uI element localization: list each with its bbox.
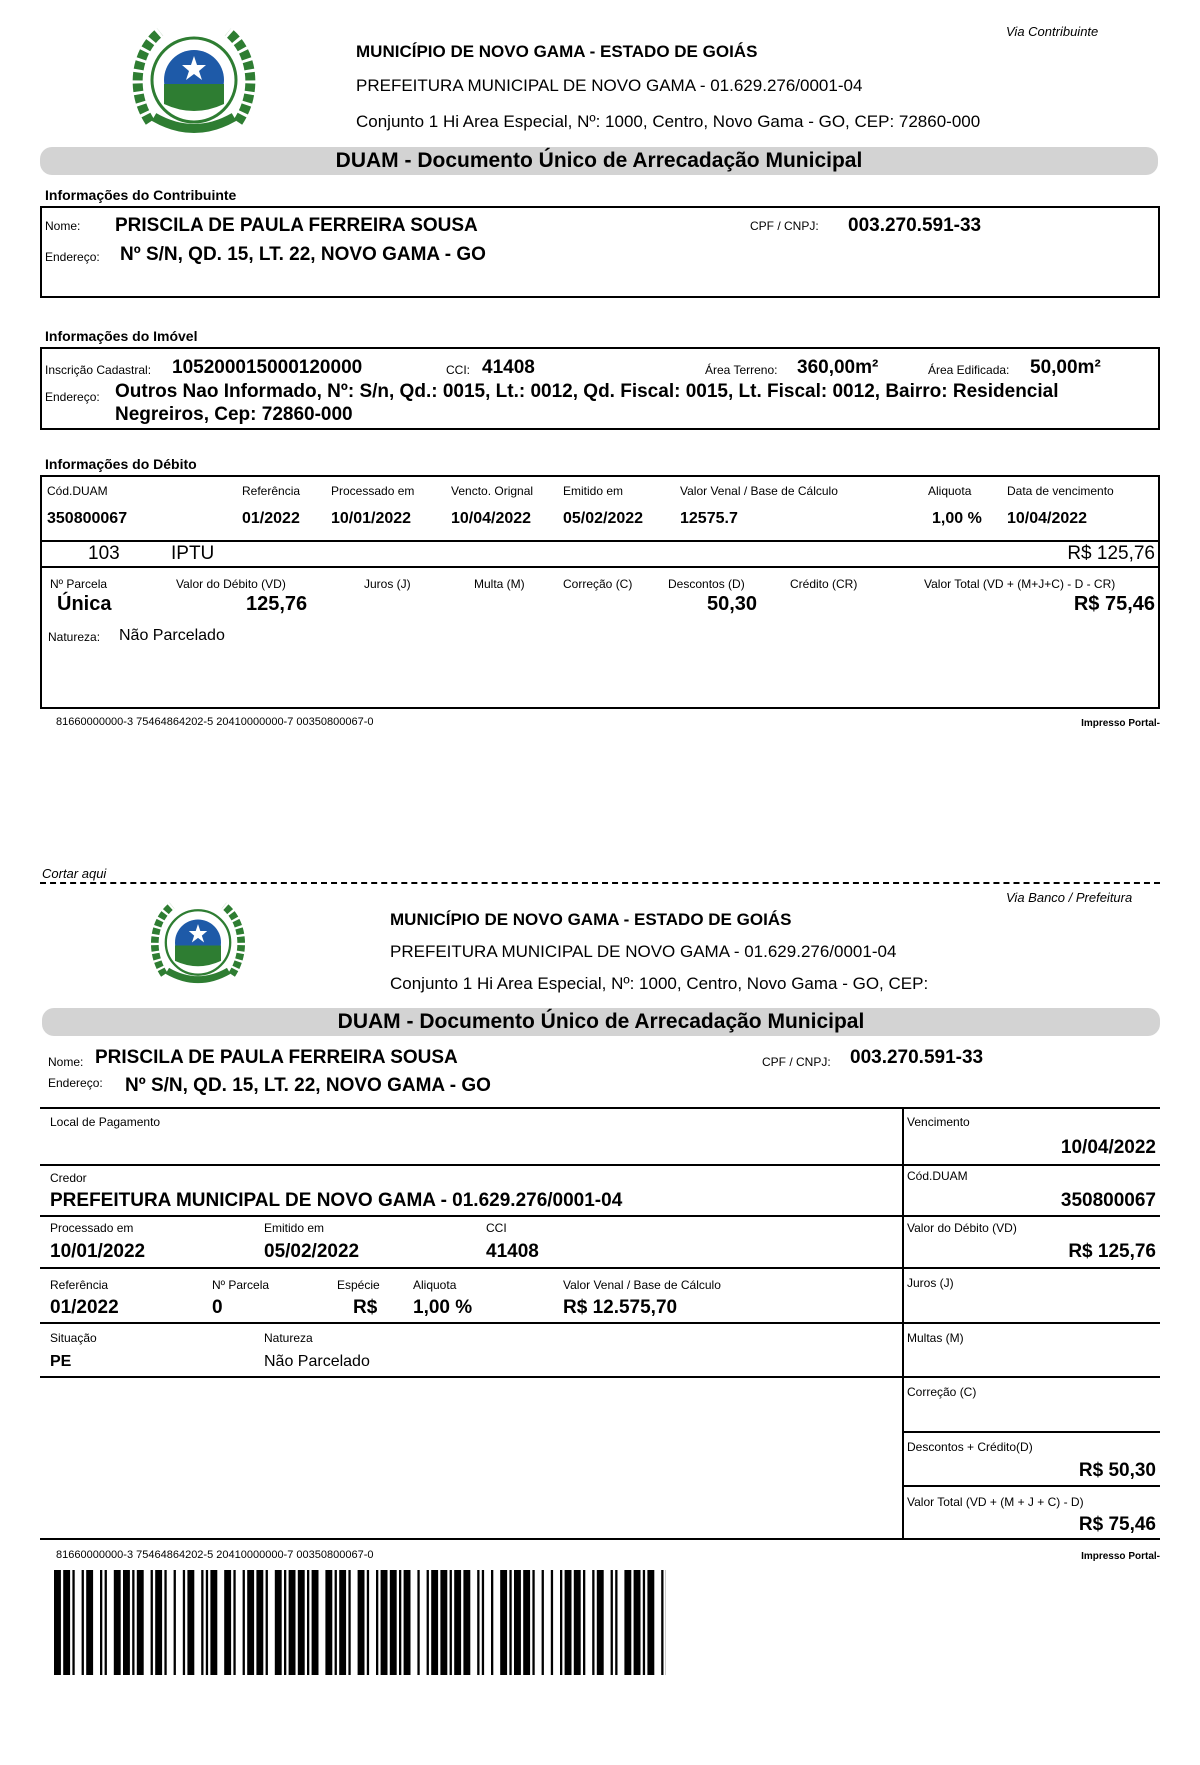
barcode-bar	[440, 1570, 447, 1675]
tributo-code: 103	[88, 543, 120, 564]
parcela-header: Crédito (CR)	[790, 577, 858, 591]
valor-debito-value: 125,76	[246, 593, 308, 615]
barcode-bar	[256, 1570, 263, 1675]
natureza-label: Natureza	[264, 1331, 313, 1345]
barcode-bar	[243, 1570, 245, 1675]
cci-value: 41408	[482, 357, 535, 378]
debito-value: 12575.7	[680, 510, 738, 527]
imovel-endereco-line1: Outros Nao Informado, Nº: S/n, Qd.: 0015, Lt.: 0012, Qd. Fiscal: 0015, Lt. Fiscal: 0012, Bairro: Residencial	[115, 381, 1059, 402]
parcela-header: Valor Total (VD + (M+J+C) - D - CR)	[924, 577, 1116, 591]
barcode-bar	[417, 1570, 419, 1675]
header-address: Conjunto 1 Hi Area Especial, Nº: 1000, Centro, Novo Gama - GO, CEP:	[390, 974, 929, 993]
barcode-bar	[298, 1570, 305, 1675]
endereco-value: Nº S/N, QD. 15, LT. 22, NOVO GAMA - GO	[120, 244, 486, 265]
debito-value: 10/01/2022	[331, 510, 412, 527]
impresso-label: Impresso Portal-	[1081, 718, 1160, 729]
local-pagamento-label: Local de Pagamento	[50, 1115, 161, 1129]
grid-line	[903, 1431, 1160, 1433]
debito-divider-1	[40, 540, 1160, 542]
barcode-bar	[86, 1570, 93, 1675]
barcode-bar	[399, 1570, 401, 1675]
debito-value: 01/2022	[242, 510, 300, 527]
cci-label: CCI	[486, 1221, 507, 1235]
header-prefeitura: PREFEITURA MUNICIPAL DE NOVO GAMA - 01.629.276/0001-04	[356, 76, 863, 95]
section-imovel: Informações do Imóvel	[45, 328, 198, 344]
barcode-bar	[404, 1570, 411, 1675]
inscricao-label: Inscrição Cadastral:	[45, 363, 152, 377]
aliquota-label: Aliquota	[413, 1278, 457, 1292]
linha-digitavel: 81660000000-3 75464864202-5 20410000000-7 00350800067-0	[56, 716, 374, 728]
cod-duam-value: 350800067	[1060, 1190, 1156, 1211]
barcode-bar	[123, 1570, 130, 1675]
barcode-bar	[376, 1570, 378, 1675]
natureza-value: Não Parcelado	[264, 1353, 370, 1370]
barcode-bar	[284, 1570, 286, 1675]
processado-value: 10/01/2022	[50, 1241, 146, 1262]
barcode-bar	[307, 1570, 309, 1675]
multas-label: Multas (M)	[907, 1331, 964, 1345]
barcode-bar	[454, 1570, 461, 1675]
debito-header: Referência	[242, 484, 301, 498]
correcao-label: Correção (C)	[907, 1385, 977, 1399]
vencimento-value: 10/04/2022	[1060, 1137, 1156, 1158]
area-terreno-label: Área Terreno:	[705, 363, 778, 377]
barcode	[54, 1570, 670, 1675]
parcela-header: Juros (J)	[364, 577, 411, 591]
barcode-bar	[137, 1570, 144, 1675]
barcode-bar	[509, 1570, 511, 1675]
barcode-bar	[597, 1570, 604, 1675]
barcode-bar	[634, 1570, 641, 1675]
barcode-bar	[100, 1570, 102, 1675]
coat-of-arms-logo	[148, 898, 248, 990]
barcode-bar	[551, 1570, 553, 1675]
parcela-header: Correção (C)	[563, 577, 633, 591]
header-prefeitura: PREFEITURA MUNICIPAL DE NOVO GAMA - 01.629.276/0001-04	[390, 942, 897, 961]
barcode-bar	[491, 1570, 493, 1675]
cpf-value: 003.270.591-33	[848, 215, 982, 236]
barcode-bar	[500, 1570, 507, 1675]
barcode-bar	[187, 1570, 194, 1675]
barcode-bar	[325, 1570, 332, 1675]
barcode-bar	[463, 1570, 470, 1675]
debito-header: Processado em	[331, 484, 415, 498]
debito-header: Data de vencimento	[1007, 484, 1114, 498]
barcode-bar	[206, 1570, 208, 1675]
barcode-bar	[105, 1570, 107, 1675]
barcode-bar	[335, 1570, 337, 1675]
valor-debito-label: Valor do Débito (VD)	[907, 1221, 1017, 1235]
grid-line	[40, 1538, 1160, 1540]
barcode-bar	[477, 1570, 479, 1675]
credor-label: Credor	[50, 1171, 87, 1185]
valor-debito-value: R$ 125,76	[1068, 1241, 1156, 1262]
duam-banner: DUAM - Documento Único de Arrecadação Municipal	[42, 1008, 1160, 1036]
barcode-bar	[82, 1570, 84, 1675]
grid-line	[40, 1322, 1160, 1324]
debito-value: 05/02/2022	[563, 510, 644, 527]
barcode-bar	[358, 1570, 365, 1675]
cortar-label: Cortar aqui	[42, 866, 107, 881]
parcela-label: Nº Parcela	[212, 1278, 270, 1292]
nome-label: Nome:	[45, 219, 81, 233]
debito-header: Vencto. Orignal	[451, 484, 534, 498]
grid-line	[40, 1376, 1160, 1378]
barcode-bar	[431, 1570, 438, 1675]
barcode-bar	[63, 1570, 70, 1675]
barcode-bar	[233, 1570, 235, 1675]
area-terreno-value: 360,00m²	[797, 357, 879, 378]
valor-venal-label: Valor Venal / Base de Cálculo	[563, 1278, 721, 1292]
grid-line	[40, 1107, 1160, 1109]
barcode-bar	[72, 1570, 74, 1675]
barcode-bar	[583, 1570, 585, 1675]
duam-banner: DUAM - Documento Único de Arrecadação Municipal	[40, 147, 1158, 175]
emitido-label: Emitido em	[264, 1221, 325, 1235]
via-contribuinte-label: Via Contribuinte	[1006, 24, 1099, 39]
descontos-value: 50,30	[707, 593, 758, 615]
especie-label: Espécie	[337, 1278, 380, 1292]
linha-digitavel: 81660000000-3 75464864202-5 20410000000-7 00350800067-0	[56, 1549, 374, 1561]
barcode-bar	[643, 1570, 645, 1675]
grid-line	[40, 1215, 1160, 1217]
debito-value: 1,00 %	[932, 510, 982, 527]
cpf-value: 003.270.591-33	[850, 1047, 984, 1068]
natureza-value: Não Parcelado	[119, 627, 225, 644]
barcode-bar	[312, 1570, 319, 1675]
debito-header: Cód.DUAM	[47, 484, 108, 498]
barcode-bar	[247, 1570, 254, 1675]
nome-value: PRISCILA DE PAULA FERREIRA SOUSA	[95, 1047, 458, 1068]
referencia-value: 01/2022	[50, 1297, 119, 1318]
imovel-endereco-line2: Negreiros, Cep: 72860-000	[115, 404, 353, 425]
vencimento-label: Vencimento	[907, 1115, 970, 1129]
barcode-bar	[390, 1570, 397, 1675]
endereco-value: Nº S/N, QD. 15, LT. 22, NOVO GAMA - GO	[125, 1075, 491, 1096]
grid-line	[903, 1485, 1160, 1487]
barcode-bar	[114, 1570, 121, 1675]
cod-duam-label: Cód.DUAM	[907, 1169, 968, 1183]
parcela-header: Nº Parcela	[50, 577, 108, 591]
barcode-bar	[514, 1570, 521, 1675]
especie-value: R$	[353, 1297, 378, 1318]
grid-vline	[902, 1107, 904, 1538]
valor-total-value: R$ 75,46	[1073, 593, 1155, 615]
barcode-bar	[201, 1570, 203, 1675]
nome-label: Nome:	[48, 1055, 84, 1069]
grid-line	[40, 1267, 1160, 1269]
coat-of-arms-logo	[130, 22, 258, 142]
via-banco-label: Via Banco / Prefeitura	[1006, 890, 1133, 905]
valor-total-value: R$ 75,46	[1078, 1514, 1156, 1535]
valor-venal-value: R$ 12.575,70	[563, 1297, 678, 1318]
situacao-value: PE	[50, 1353, 72, 1370]
imovel-endereco-label: Endereço:	[45, 390, 100, 404]
barcode-bar	[275, 1570, 282, 1675]
header-title: MUNICÍPIO DE NOVO GAMA - ESTADO DE GOIÁS	[390, 910, 792, 929]
area-edificada-value: 50,00m²	[1030, 357, 1101, 378]
barcode-bar	[532, 1570, 534, 1675]
debito-value: 10/04/2022	[1007, 510, 1088, 527]
barcode-bar	[611, 1570, 613, 1675]
emitido-value: 05/02/2022	[264, 1241, 360, 1262]
situacao-label: Situação	[50, 1331, 97, 1345]
debito-header: Valor Venal / Base de Cálculo	[680, 484, 838, 498]
barcode-bar	[155, 1570, 162, 1675]
header-title: MUNICÍPIO DE NOVO GAMA - ESTADO DE GOIÁS	[356, 42, 758, 61]
barcode-bar	[615, 1570, 617, 1675]
barcode-bar	[574, 1570, 581, 1675]
nome-value: PRISCILA DE PAULA FERREIRA SOUSA	[115, 215, 478, 236]
barcode-bar	[560, 1570, 562, 1675]
barcode-bar	[482, 1570, 484, 1675]
grid-line	[40, 1164, 1160, 1166]
debito-header: Aliquota	[928, 484, 972, 498]
barcode-bar	[450, 1570, 452, 1675]
barcode-bar	[523, 1570, 530, 1675]
debito-header: Emitido em	[563, 484, 624, 498]
processado-label: Processado em	[50, 1221, 134, 1235]
barcode-bar	[339, 1570, 346, 1675]
barcode-bar	[592, 1570, 594, 1675]
valor-total-label: Valor Total (VD + (M + J + C) - D)	[907, 1495, 1084, 1509]
section-contribuinte: Informações do Contribuinte	[45, 187, 237, 203]
barcode-bar	[542, 1570, 544, 1675]
parcela-value: 0	[212, 1297, 223, 1318]
barcode-bar	[367, 1570, 369, 1675]
debito-divider-2	[40, 566, 1160, 568]
parcela-header: Multa (M)	[474, 577, 525, 591]
parcela-header: Descontos (D)	[668, 577, 745, 591]
barcode-bar	[289, 1570, 296, 1675]
barcode-bar	[565, 1570, 572, 1675]
barcode-bar	[624, 1570, 631, 1675]
header-address: Conjunto 1 Hi Area Especial, Nº: 1000, Centro, Novo Gama - GO, CEP: 72860-000	[356, 112, 981, 131]
barcode-bar	[381, 1570, 388, 1675]
barcode-bar	[174, 1570, 176, 1675]
cpf-label: CPF / CNPJ:	[762, 1055, 831, 1069]
natureza-label: Natureza:	[48, 630, 101, 644]
barcode-bar	[132, 1570, 134, 1675]
referencia-label: Referência	[50, 1278, 109, 1292]
cci-value: 41408	[486, 1241, 539, 1262]
parcela-value: Única	[57, 593, 112, 615]
descontos-label: Descontos + Crédito(D)	[907, 1440, 1033, 1454]
area-edificada-label: Área Edificada:	[928, 363, 1010, 377]
cpf-label: CPF / CNPJ:	[750, 219, 819, 233]
parcela-header: Valor do Débito (VD)	[176, 577, 286, 591]
cci-label: CCI:	[446, 363, 470, 377]
section-debito: Informações do Débito	[45, 456, 197, 472]
cut-line	[40, 882, 1160, 884]
barcode-bar	[210, 1570, 217, 1675]
tributo-name: IPTU	[171, 543, 215, 564]
barcode-bar	[164, 1570, 166, 1675]
debito-value: 10/04/2022	[451, 510, 532, 527]
barcode-bar	[348, 1570, 350, 1675]
tributo-valor: R$ 125,76	[1067, 543, 1155, 564]
barcode-bar	[647, 1570, 654, 1675]
debito-value: 350800067	[47, 510, 128, 527]
barcode-bar	[224, 1570, 231, 1675]
barcode-bar	[661, 1570, 663, 1675]
descontos-value: R$ 50,30	[1078, 1460, 1156, 1481]
aliquota-value: 1,00 %	[413, 1297, 473, 1318]
barcode-bar	[183, 1570, 185, 1675]
juros-label: Juros (J)	[907, 1276, 954, 1290]
barcode-bar	[427, 1570, 429, 1675]
inscricao-value: 105200015000120000	[172, 357, 363, 378]
barcode-bar	[151, 1570, 153, 1675]
barcode-bar	[54, 1570, 61, 1675]
credor-value: PREFEITURA MUNICIPAL DE NOVO GAMA - 01.629.276/0001-04	[50, 1190, 623, 1211]
barcode-bar	[266, 1570, 268, 1675]
endereco-label: Endereço:	[45, 250, 100, 264]
endereco-label: Endereço:	[48, 1076, 103, 1090]
impresso-label: Impresso Portal-	[1081, 1551, 1160, 1562]
